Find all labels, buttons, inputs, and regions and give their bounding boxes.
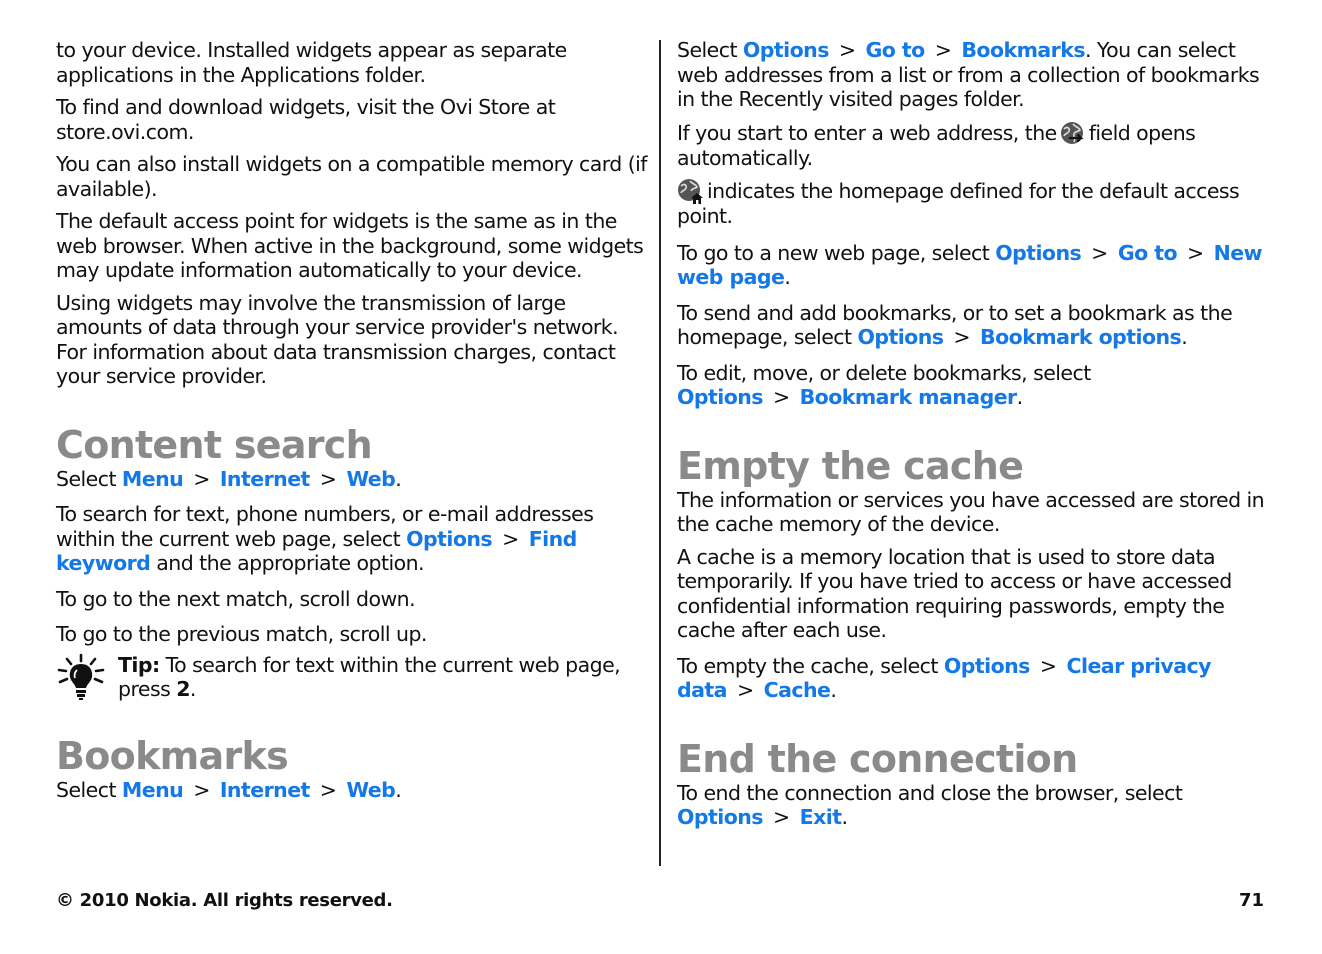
bookmarks-select-paragraph: Select Options > Go to > Bookmarks. You can select web addresses from a list or from a collection of bookmarks in the Recently visited pages folder.	[677, 38, 1260, 111]
bookmark-options-paragraph: To send and add bookmarks, or to set a bookmark as the homepage, select Options > Bookmark options.	[677, 300, 1233, 349]
content-search-heading: Content search	[56, 422, 372, 467]
cache-paragraph-1: The information or services you have accessed are stored in the cache memory of the device.	[677, 487, 1265, 536]
find-keyword-link[interactable]: Find keyword	[56, 526, 577, 575]
widgets-paragraph-5: Using widgets may involve the transmission of large amounts of data through your service provider's network. For information about data transmission charges, contact your service provider.	[56, 290, 619, 388]
internet-link[interactable]: Internet	[219, 777, 310, 802]
bookmark-manager-paragraph: To edit, move, or delete bookmarks, select Options > Bookmark manager.	[677, 360, 1091, 409]
content-search-path: Select Menu > Internet > Web.	[56, 466, 402, 491]
path-separator: >	[1187, 240, 1204, 265]
new-web-page-paragraph: To go to a new web page, select Options > Go to > New web page.	[677, 240, 1262, 289]
path-separator: >	[1091, 240, 1108, 265]
tip-text: Tip: To search for text within the current web page, press 2.	[118, 652, 621, 701]
options-link[interactable]: Options	[677, 805, 763, 829]
empty-cache-heading: Empty the cache	[677, 443, 1024, 488]
path-separator: >	[953, 325, 971, 349]
exit-link[interactable]: Exit	[799, 805, 842, 829]
empty-cache-paragraph: To empty the cache, select Options > Clear privacy data > Cache.	[677, 653, 1211, 702]
menu-link[interactable]: Menu	[121, 466, 184, 491]
bookmark-options-link[interactable]: Bookmark options	[980, 325, 1182, 349]
options-link[interactable]: Options	[995, 240, 1082, 265]
path-separator: >	[934, 38, 952, 62]
tip-box	[56, 653, 648, 702]
go-to-link[interactable]: Go to	[1117, 240, 1177, 265]
cache-link[interactable]: Cache	[763, 678, 831, 702]
key-2: 2	[176, 677, 190, 701]
web-link[interactable]: Web	[346, 777, 396, 802]
options-link[interactable]: Options	[742, 38, 829, 62]
widgets-paragraph-1: to your device. Installed widgets appear as separate applications in the Applications folder.	[56, 38, 567, 87]
address-field-paragraph: If you start to enter a web address, the field opens automatically.	[677, 120, 1196, 170]
path-separator: >	[319, 777, 337, 802]
copyright-footer: © 2010 Nokia. All rights reserved.	[56, 890, 393, 911]
path-separator: >	[319, 466, 337, 491]
bookmarks-path: Select Menu > Internet > Web.	[56, 777, 402, 802]
bookmarks-link[interactable]: Bookmarks	[961, 38, 1085, 62]
lightbulb-icon	[56, 653, 106, 701]
options-link[interactable]: Options	[677, 385, 763, 409]
widgets-paragraph-3: You can also install widgets on a compatible memory card (if available).	[56, 152, 647, 201]
path-separator: >	[736, 678, 754, 702]
prev-match-text: To go to the previous match, scroll up.	[56, 622, 427, 646]
go-to-link[interactable]: Go to	[865, 38, 925, 62]
search-instructions: To search for text, phone numbers, or e-mail addresses within the current web page, select Options > Find keyword and the appropriate option.	[56, 502, 594, 575]
new-web-page-link[interactable]: New web page	[677, 240, 1262, 289]
widgets-paragraph-2: To find and download widgets, visit the Ovi Store at store.ovi.com.	[56, 95, 556, 144]
bookmark-manager-link[interactable]: Bookmark manager	[799, 385, 1017, 409]
options-link[interactable]: Options	[857, 325, 944, 349]
path-separator: >	[502, 526, 519, 551]
path-separator: >	[772, 805, 790, 829]
end-connection-heading: End the connection	[677, 736, 1078, 781]
homepage-globe-icon	[677, 178, 703, 204]
options-link[interactable]: Options	[943, 653, 1030, 678]
widgets-paragraph-4: The default access point for widgets is the same as in the web browser. When active in the background, some widgets may update information automatically to your device.	[56, 209, 644, 282]
path-separator: >	[193, 777, 210, 802]
path-separator: >	[193, 466, 210, 491]
cache-paragraph-2: A cache is a memory location that is used to store data temporarily. If you have tried to access or have accessed confidential information requiring passwords, empty the cache after each use.	[677, 544, 1232, 642]
column-divider	[659, 40, 661, 866]
path-separator: >	[1039, 653, 1057, 678]
web-link[interactable]: Web	[346, 466, 396, 491]
homepage-indicator-paragraph: indicates the homepage defined for the default access point.	[677, 179, 1240, 228]
left-column	[56, 38, 648, 810]
options-link[interactable]: Options	[406, 526, 493, 551]
end-connection-paragraph: To end the connection and close the browser, select Options > Exit.	[677, 780, 1183, 829]
page-number: 71	[1238, 890, 1264, 911]
bookmarks-heading: Bookmarks	[56, 733, 289, 778]
right-column	[677, 38, 1271, 838]
internet-link[interactable]: Internet	[219, 466, 310, 491]
next-match-text: To go to the next match, scroll down.	[56, 586, 416, 611]
path-separator: >	[838, 38, 856, 62]
menu-link[interactable]: Menu	[121, 777, 184, 802]
clear-privacy-data-link[interactable]: Clear privacy data	[677, 653, 1211, 702]
web-address-globe-icon	[1059, 120, 1085, 146]
path-separator: >	[772, 385, 790, 409]
